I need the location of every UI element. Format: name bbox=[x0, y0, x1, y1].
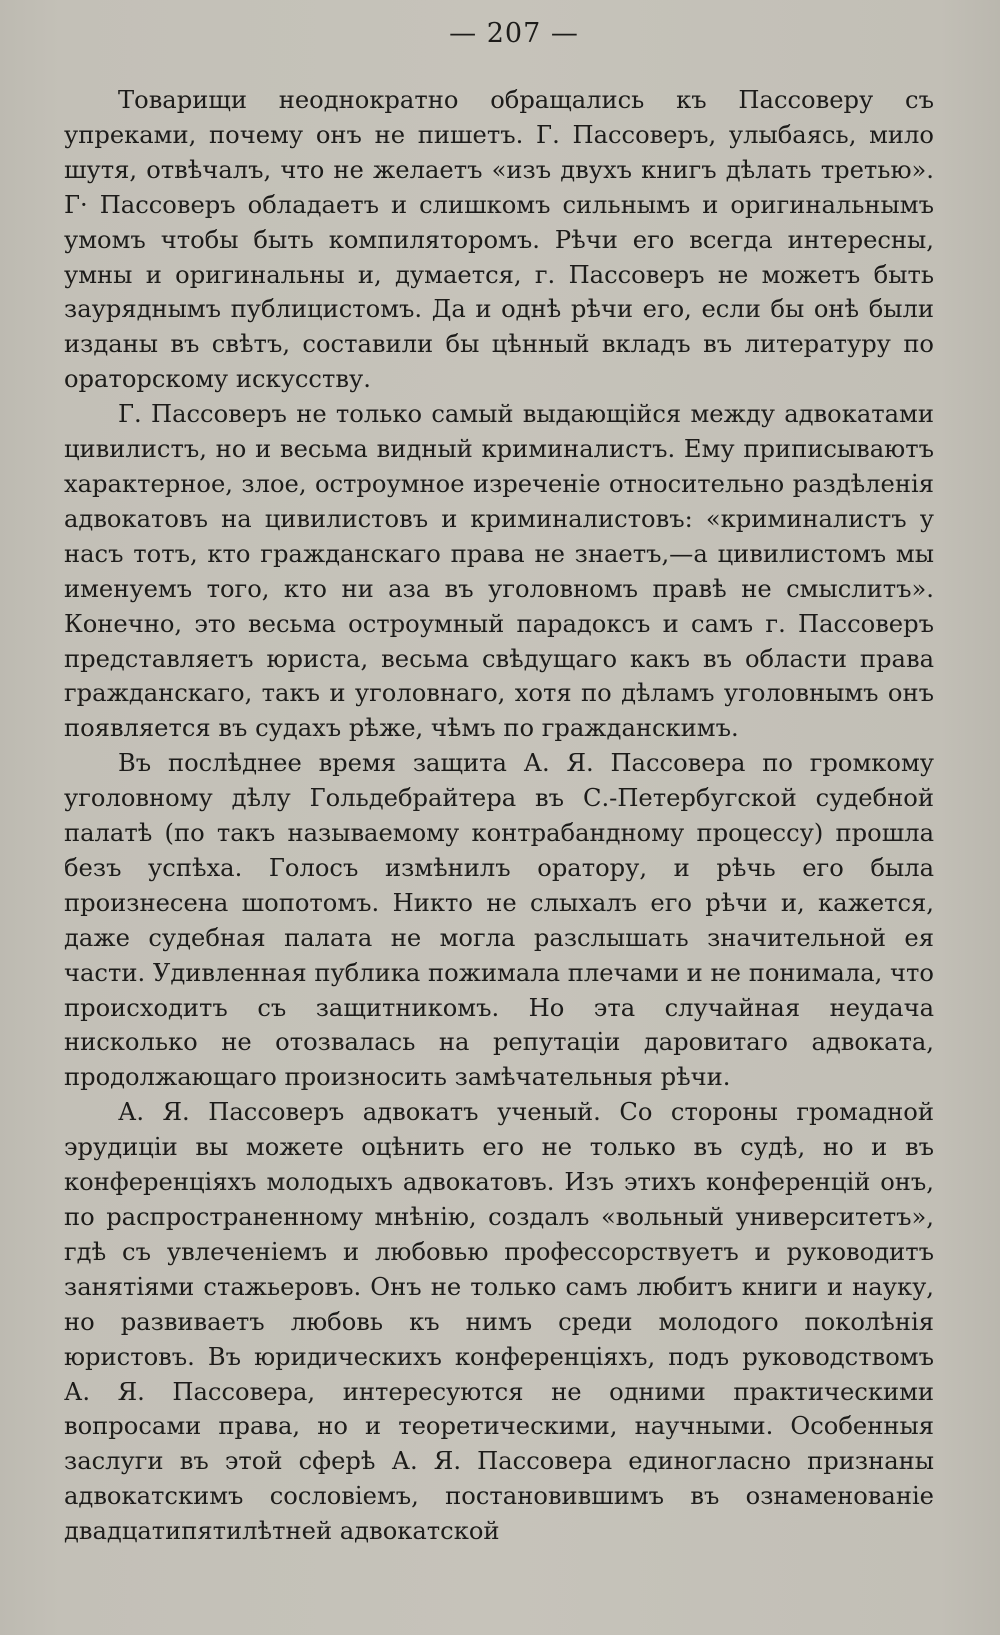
body-text bbox=[64, 83, 934, 1549]
paragraph-1: Товарищи неоднократно обращались къ Пассоверу съ упреками, почему онъ не пишетъ. Г. Пассоверъ, улыбаясь, мило шутя, отвѣчалъ, что не желаетъ «изъ двухъ книгъ дѣлать третью». Г· Пассоверъ обладаетъ и слишкомъ сильнымъ и оригинальнымъ умомъ чтобы быть компиляторомъ. Рѣчи его всегда интересны, умны и оригинальны и, думается, г. Пассоверъ не можетъ быть зауряднымъ публицистомъ. Да и однѣ рѣчи его, если бы онѣ были изданы въ свѣтъ, составили бы цѣнный вкладъ въ литературу по ораторскому искусству. bbox=[64, 86, 934, 394]
paragraph-3: Въ послѣднее время защита А. Я. Пассовера по громкому уголовному дѣлу Гольдебрайтера въ С.-Петербугской судебной палатѣ (по такъ называемому контрабандному процессу) прошла безъ успѣха. Голосъ измѣнилъ оратору, и рѣчь его была произнесена шопотомъ. Никто не слыхалъ его рѣчи и, кажется, даже судебная палата не могла разслышать значительной ея части. Удивленная публика пожимала плечами и не понимала, что происходитъ съ защитникомъ. Но эта случайная неудача нисколько не отозвалась на репутаціи даровитаго адвоката, продолжающаго произносить замѣчательныя рѣчи. bbox=[64, 749, 934, 1092]
paragraph-2: Г. Пассоверъ не только самый выдающійся между адвокатами цивилистъ, но и весьма видный криминалистъ. Ему приписываютъ характерное, злое, остроумное изреченіе относительно раздѣленія адвокатовъ на цивилистовъ и криминалистовъ: «криминалистъ у насъ тотъ, кто гражданскаго права не знаетъ,—а цивилистомъ мы именуемъ того, кто ни аза въ уголовномъ правѣ не смыслитъ». Конечно, это весьма остроумный парадоксъ и самъ г. Пассоверъ представляетъ юриста, весьма свѣдущаго какъ въ области права гражданскаго, такъ и уголовнаго, хотя по дѣламъ уголовнымъ онъ появляется въ судахъ рѣже, чѣмъ по гражданскимъ. bbox=[64, 400, 934, 743]
page-number: — 207 — bbox=[449, 18, 579, 49]
paragraph-4: А. Я. Пассоверъ адвокатъ ученый. Со стороны громадной эрудиціи вы можете оцѣнить его не только въ судѣ, но и въ конференціяхъ молодыхъ адвокатовъ. Изъ этихъ конференцій онъ, по распространенному мнѣнію, создалъ «вольный университетъ», гдѣ съ увлеченіемъ и любовью профессорствуетъ и руководитъ занятіями стажьеровъ. Онъ не только самъ любитъ книги и науку, но развиваетъ любовь къ нимъ среди молодого поколѣнія юристовъ. Въ юридическихъ конференціяхъ, подъ руководствомъ А. Я. Пассовера, интересуются не одними практическими вопросами права, но и теоретическими, научными. Особенныя заслуги въ этой сферѣ А. Я. Пассовера единогласно признаны адвокатскимъ сословіемъ, постановившимъ въ ознаменованіе двадцатипятилѣтней адвокатской bbox=[64, 1098, 934, 1546]
